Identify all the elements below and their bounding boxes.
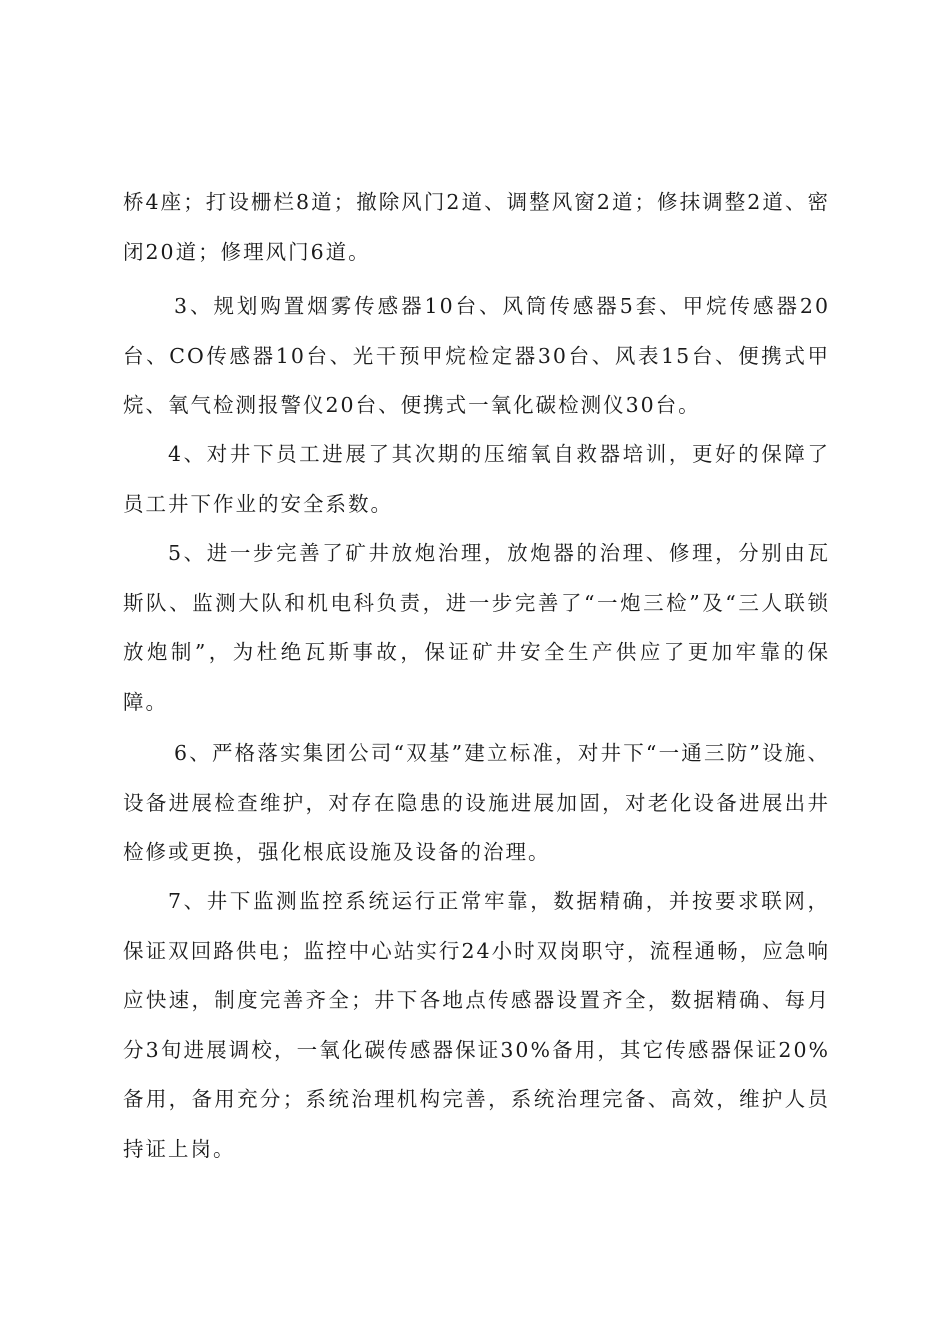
paragraph-item-7: 7、井下监测监控系统运行正常牢靠，数据精确，并按要求联网，保证双回路供电；监控中心站实行24小时双岗职守，流程通畅，应急响应快速，制度完善齐全；井下各地点传感器设置齐全，数据精确、每月分3旬进展调校，一氧化碳传感器保证30%备用，其它传感器保证20%备用，备用充分；系统治理机构完善，系统治理完备、高效，维护人员持证上岗。	[123, 889, 830, 1161]
paragraph-continuation: 桥4座；打设栅栏8道；撤除风门2道、调整风窗2道；修抹调整2道、密闭20道；修理风门6道。	[123, 190, 830, 264]
paragraph-item-3: 3、规划购置烟雾传感器10台、风筒传感器5套、甲烷传感器20台、CO传感器10台、光干预甲烷检定器30台、风表15台、便携式甲烷、氧气检测报警仪20台、便携式一氧化碳检测仪30台。	[123, 294, 830, 417]
paragraph-item-5: 5、进一步完善了矿井放炮治理，放炮器的治理、修理，分别由瓦斯队、监测大队和机电科负责，进一步完善了“一炮三检”及“三人联锁放炮制”，为杜绝瓦斯事故，保证矿井安全生产供应了更加牢靠的保障。	[123, 541, 830, 714]
paragraph-item-6: 6、严格落实集团公司“双基”建立标准，对井下“一通三防”设施、设备进展检查维护，对存在隐患的设施进展加固，对老化设备进展出井检修或更换，强化根底设施及设备的治理。	[123, 741, 830, 864]
paragraph-item-4: 4、对井下员工进展了其次期的压缩氧自救器培训，更好的保障了员工井下作业的安全系数。	[123, 442, 830, 516]
